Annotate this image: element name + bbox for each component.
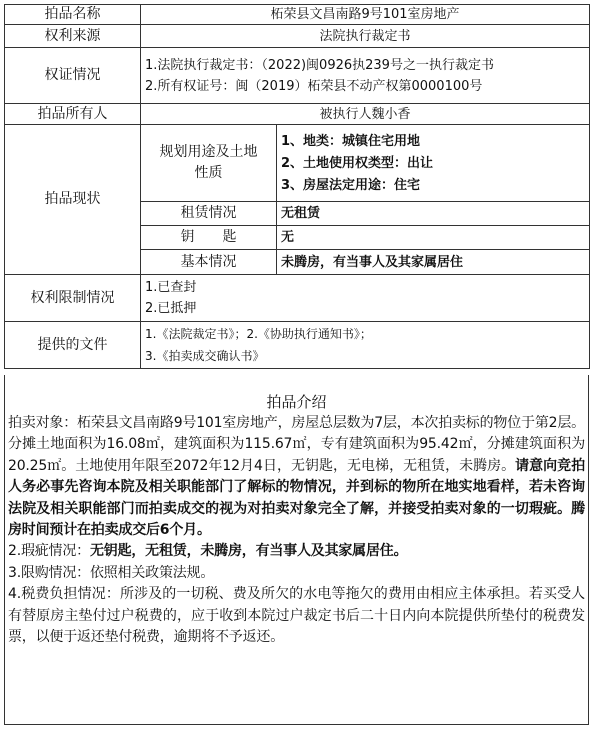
land-use-label: 规划用途及土地 性质 [141,125,277,202]
auction-object-text: 拍卖对象：柘荣县文昌南路9号101室房地产，房屋总层数为7层，本次拍卖标的物位于第2层。分摊土地面积为16.08㎡，建筑面积为115.67㎡，专有建筑面积为95.42㎡，分摊建筑面积为20.25㎡。土地使用年限至2072年12月4日，无钥匙，无电梯，无租赁，未腾房。 [8,415,585,474]
basic-info-value: 未腾房，有当事人及其家属居住 [277,250,590,275]
defect-label: 2.瑕疵情况： [8,543,90,560]
rights-source-label: 权利来源 [5,25,141,48]
introduction-paragraph-2 [8,541,585,562]
auction-info-table [4,4,590,369]
defect-value: 无钥匙，无租赁，未腾房，有当事人及其家属居住。 [89,543,408,560]
documents-line-1: 1.《法院裁定书》；2.《协助执行通知书》； [145,326,372,341]
basic-info-label: 基本情况 [141,250,277,275]
restriction-value [141,275,590,322]
owner-label: 拍品所有人 [5,104,141,125]
introduction-title: 拍品介绍 [266,393,327,411]
item-name-value: 柘荣县文昌南路9号101室房地产 [141,5,590,25]
auction-introduction [4,375,589,725]
introduction-paragraph-3: 3.限购情况：依照相关政策法规。 [8,564,215,581]
house-use-line: 3、房屋法定用途：住宅 [281,177,421,193]
status-label: 拍品现状 [5,125,141,275]
restriction-line-1: 1.已查封 [145,280,197,295]
rights-source-value: 法院执行裁定书 [141,25,590,48]
table-row [5,322,590,369]
land-right-type-line: 2、土地使用权类型：出让 [281,155,434,171]
table-row [5,48,590,104]
certificate-value [141,48,590,104]
key-value: 无 [277,226,590,250]
lease-value: 无租赁 [277,202,590,226]
bidder-notice-text: 请意向竞拍人务必事先咨询本院及相关职能部门了解标的物情况，并到标的物所在地实地看样，若未咨询法院及相关职能部门而拍卖成交的视为对拍卖对象完全了解，并接受拍卖对象的一切瑕疵。腾房时间预计在拍卖成交后6个月。 [8,457,585,539]
introduction-paragraph-4: 4.税费负担情况：所涉及的一切税、费及所欠的水电等拖欠的费用由相应主体承担。若买受人有替原房主垫付过户税费的，应于收到本院过户裁定书后二十日内向本院提供所垫付的税费发票，以便于返还垫付税费，逾期将不予返还。 [8,586,585,646]
table-row [5,25,590,48]
lease-label: 租赁情况 [141,202,277,226]
key-label: 钥 匙 [141,226,277,250]
certificate-line-2: 2.所有权证号：闽（2019）柘荣县不动产权第0000100号 [145,78,483,94]
documents-label: 提供的文件 [5,322,141,369]
certificate-line-1: 1.法院执行裁定书：（2022)闽0926执239号之一执行裁定书 [145,57,494,73]
table-row [5,104,590,125]
introduction-paragraph-1 [8,413,585,541]
restriction-label: 权利限制情况 [5,275,141,322]
table-row [5,5,590,25]
table-row [5,125,590,202]
land-use-value [277,125,590,202]
certificate-label: 权证情况 [5,48,141,104]
table-row [5,275,590,322]
land-type-line: 1、地类：城镇住宅用地 [281,133,421,149]
owner-value: 被执行人魏小香 [141,104,590,125]
documents-line-2: 3.《拍卖成交确认书》 [145,348,265,363]
item-name-label: 拍品名称 [5,5,141,25]
documents-value [141,322,590,369]
restriction-line-2: 2.已抵押 [145,301,197,316]
